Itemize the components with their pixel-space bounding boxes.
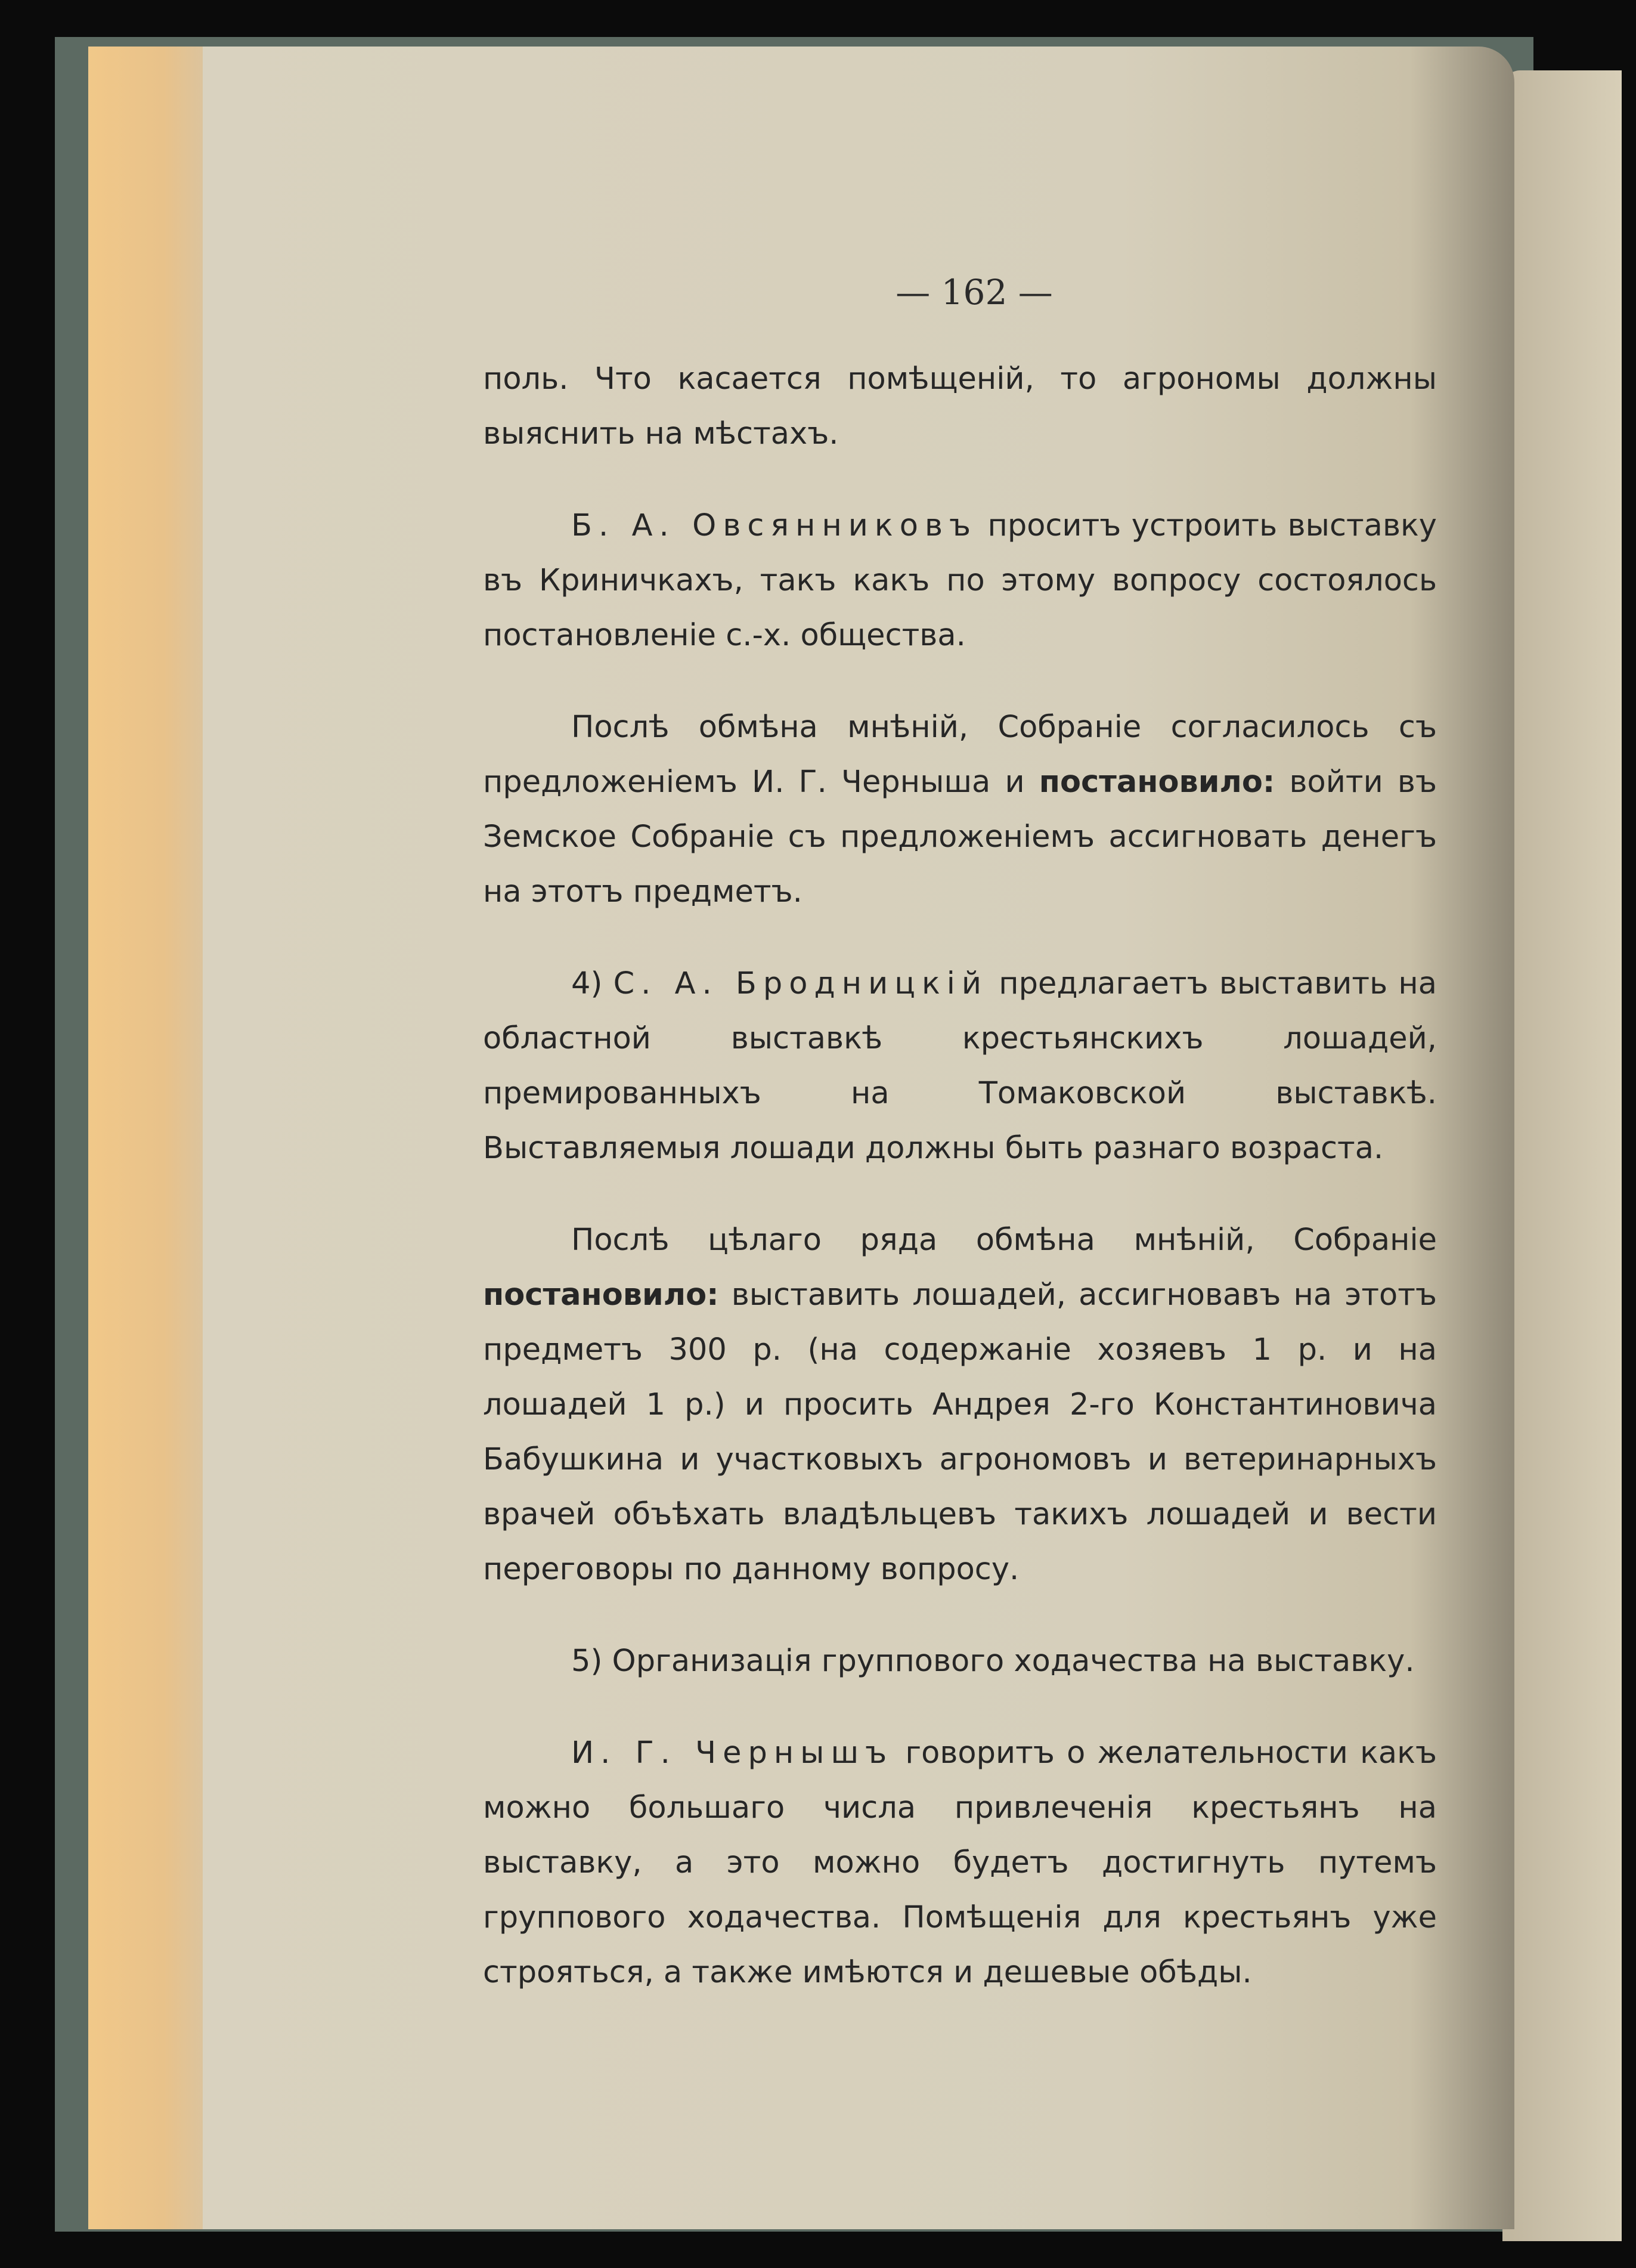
paragraph-6-text: 5) Организація группового ходачества на выставку. [571, 1644, 1415, 1679]
paragraph-5-text-after: выставить лошадей, ассигновавъ на этотъ предметъ 300 р. (на содержаніе хозяевъ 1 р. и на лошадей 1 р.) и просить Андрея 2-го Константиновича Бабушкина и участковыхъ агрономовъ и ветеринарныхъ врачей объѣхать владѣльцевъ такихъ лошадей и вести переговоры по данному вопросу. [483, 1277, 1437, 1587]
speaker-name: Б. А. Овсянниковъ [571, 508, 978, 543]
facing-page-edge [1502, 70, 1622, 2241]
paragraph-3-text-after: войти въ Земское Собраніе съ предложеніемъ ассигновать денегъ на этотъ предметъ. [483, 765, 1437, 909]
paragraph-3-text-before: Послѣ обмѣна мнѣній, Собраніе согласилось съ предложеніемъ И. Г. Черныша и [483, 710, 1437, 800]
paragraph-2 [483, 499, 1437, 663]
paragraph-5 [483, 1213, 1437, 1597]
paragraph-6 [483, 1634, 1437, 1689]
paragraph-2-text: проситъ устроить выставку въ Криничкахъ, такъ какъ по этому вопросу состоялось постановленіе с.-х. общества. [483, 508, 1437, 653]
speaker-name: И. Г. Чернышъ [571, 1735, 894, 1771]
paragraph-3 [483, 700, 1437, 920]
paragraph-7-text: говоритъ о желательности какъ можно большаго числа привлеченія крестьянъ на выставку, а это можно будетъ достигнуть путемъ группового ходачества. Помѣщенія для крестьянъ уже строяться, а также имѣются и дешевые обѣды. [483, 1735, 1437, 1990]
page-number: — 162 — [896, 272, 1053, 312]
paragraph-7 [483, 1726, 1437, 2000]
item-number: 4) [571, 966, 614, 1001]
paragraph-5-text-before: Послѣ цѣлаго ряда обмѣна мнѣній, Собраніе [571, 1223, 1437, 1258]
paragraph-1 [483, 352, 1437, 462]
resolution-keyword: постановило: [1039, 765, 1275, 800]
resolution-keyword: постановило: [483, 1277, 719, 1313]
paragraph-1-text: поль. Что касается помѣщеній, то агрономы должны выяснить на мѣстахъ. [483, 361, 1437, 451]
page-text [483, 352, 1437, 2037]
speaker-name: С. А. Бродницкій [613, 966, 989, 1001]
page-gutter-edge [88, 47, 213, 2229]
paragraph-4-text: предлагаетъ выставить на областной выставкѣ крестьянскихъ лошадей, премированныхъ на Томаковской выставкѣ. Выставляемыя лошади должны быть разнаго возраста. [483, 966, 1437, 1166]
paragraph-4 [483, 957, 1437, 1176]
